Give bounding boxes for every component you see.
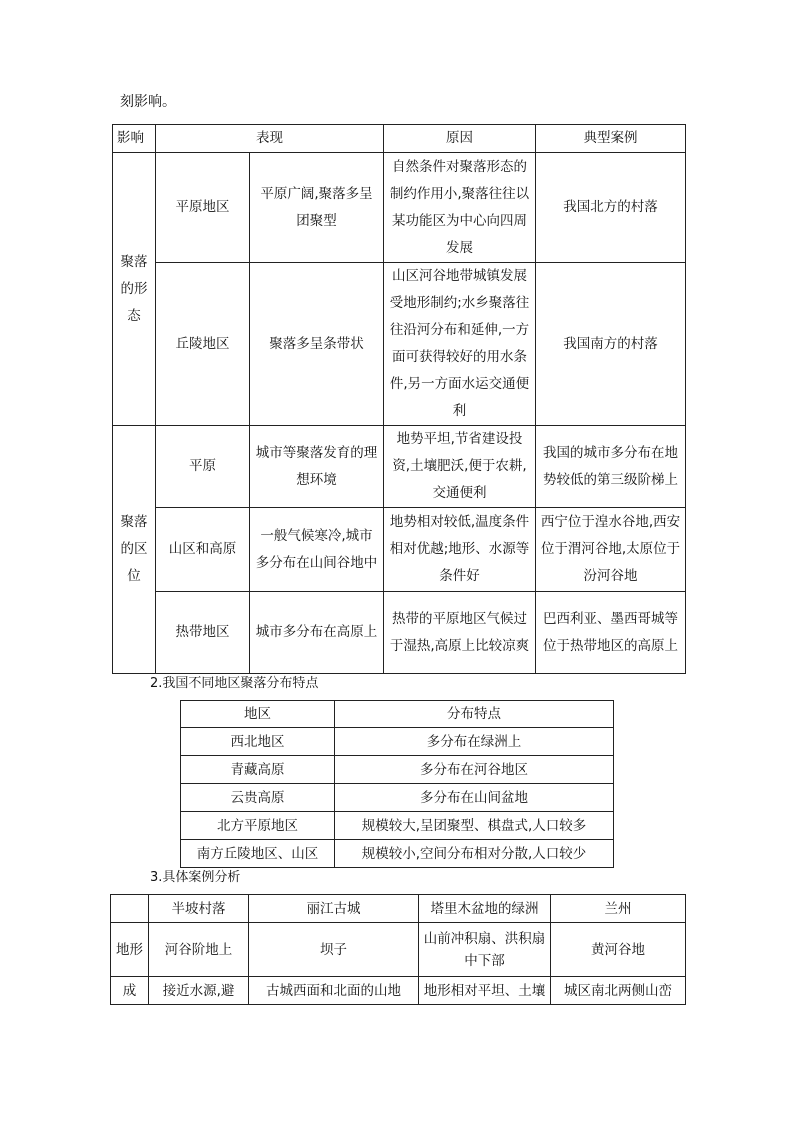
reason-cell: 山区河谷地带城镇发展受地形制约;水乡聚落往往沿河分布和延伸,一方面可获得较好的用水条件,另一方面水运交通便利 [384,263,536,426]
table-row [181,756,614,784]
table-row [113,263,686,426]
feature-cell: 规模较大,呈团聚型、棋盘式,人口较多 [335,812,614,840]
feature-cell: 规模较小,空间分布相对分散,人口较少 [335,840,614,868]
terrain-cell: 坝子 [249,923,419,977]
distribution-table [180,700,614,868]
table-header-row [113,125,686,153]
example-cell: 我国北方的村落 [536,153,686,263]
table-row [111,923,686,977]
region-cell: 山区和高原 [156,508,250,592]
header-feature: 分布特点 [335,701,614,728]
header-expression: 表现 [156,125,384,153]
header-reason: 原因 [384,125,536,153]
region-cell: 北方平原地区 [181,812,335,840]
header-tarim-oasis: 塔里木盆地的绿洲 [419,895,551,923]
terrain-cell: 河谷阶地上 [149,923,249,977]
expression-cell: 城市多分布在高原上 [250,592,384,674]
header-lijiang: 丽江古城 [249,895,419,923]
table-row [181,728,614,756]
table-row [113,153,686,263]
example-cell: 巴西利亚、墨西哥城等位于热带地区的高原上 [536,592,686,674]
region-cell: 南方丘陵地区、山区 [181,840,335,868]
table-header-row [181,701,614,728]
example-cell: 我国的城市多分布在地势较低的第三级阶梯上 [536,426,686,508]
region-cell: 云贵高原 [181,784,335,812]
row-label-terrain: 地形 [111,923,149,977]
settlement-influence-table [112,124,686,674]
case-analysis-table [110,894,686,1005]
reason-cell: 地势平坦,节省建设投资,土壤肥沃,便于农耕,交通便利 [384,426,536,508]
terrain-cell: 黄河谷地 [551,923,686,977]
example-cell: 我国南方的村落 [536,263,686,426]
header-example: 典型案例 [536,125,686,153]
region-cell: 青藏高原 [181,756,335,784]
row-label-cause: 成 [111,977,149,1005]
table-header-row [111,895,686,923]
group-label-form: 聚落的形态 [113,153,156,426]
expression-cell: 一般气候寒冷,城市多分布在山间谷地中 [250,508,384,592]
region-cell: 热带地区 [156,592,250,674]
reason-cell: 热带的平原地区气候过于湿热,高原上比较凉爽 [384,592,536,674]
header-region: 地区 [181,701,335,728]
group-label-location: 聚落的区位 [113,426,156,674]
table-row [181,812,614,840]
table-row [181,784,614,812]
feature-cell: 多分布在山间盆地 [335,784,614,812]
cause-cell: 接近水源,避 [149,977,249,1005]
intro-text: 刻影响。 [120,94,176,110]
table-row [113,592,686,674]
cause-cell: 城区南北两侧山峦 [551,977,686,1005]
header-influence: 影响 [113,125,156,153]
reason-cell: 自然条件对聚落形态的制约作用小,聚落往往以某功能区为中心向四周发展 [384,153,536,263]
header-blank [111,895,149,923]
cause-cell: 地形相对平坦、土壤 [419,977,551,1005]
expression-cell: 聚落多呈条带状 [250,263,384,426]
region-cell: 丘陵地区 [156,263,250,426]
header-banpo: 半坡村落 [149,895,249,923]
expression-cell: 平原广阔,聚落多呈团聚型 [250,153,384,263]
section3-heading: 3.具体案例分析 [150,870,241,885]
feature-cell: 多分布在绿洲上 [335,728,614,756]
table-row [111,977,686,1005]
table-row [113,508,686,592]
example-cell: 西宁位于湟水谷地,西安位于渭河谷地,太原位于汾河谷地 [536,508,686,592]
region-cell: 平原 [156,426,250,508]
region-cell: 平原地区 [156,153,250,263]
header-lanzhou: 兰州 [551,895,686,923]
table-row [181,840,614,868]
region-cell: 西北地区 [181,728,335,756]
table-row [113,426,686,508]
reason-cell: 地势相对较低,温度条件相对优越;地形、水源等条件好 [384,508,536,592]
section2-heading: 2.我国不同地区聚落分布特点 [150,676,319,691]
expression-cell: 城市等聚落发育的理想环境 [250,426,384,508]
cause-cell: 古城西面和北面的山地 [249,977,419,1005]
terrain-cell: 山前冲积扇、洪积扇中下部 [419,923,551,977]
feature-cell: 多分布在河谷地区 [335,756,614,784]
